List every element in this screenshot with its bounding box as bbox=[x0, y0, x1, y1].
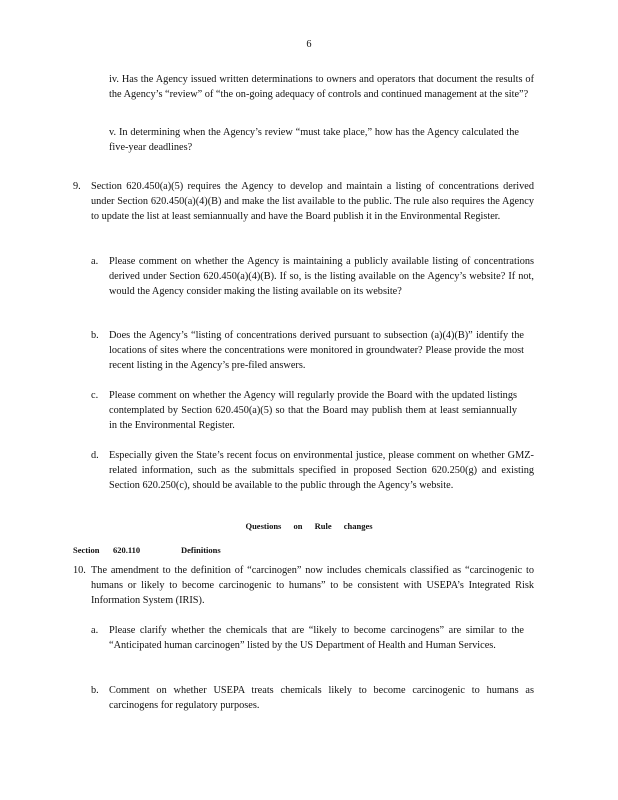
sub-item-text: Please clarify whether the chemicals that are “likely to become carcinogens” are similar to the “Anticipated human carcinogen” listed by the US Department of Health and Human Services. bbox=[109, 625, 524, 651]
question-text: Section 620.450(a)(5) requires the Agency to develop and maintain a listing of concentrations derived under Section 620.450(a)(4)(B) and make the list available to the public. The rule also requires the Agency to update the list at least semiannually and have the Board publish it in the Environmental Register. bbox=[91, 181, 534, 222]
sub-item-marker: a. bbox=[91, 625, 99, 636]
sub-item-text: Please comment on whether the Agency will regularly provide the Board with the updated listings contemplated by Section 620.450(a)(5) so that the Board may publish them at least semiannually in the Environmental Register. bbox=[109, 390, 517, 431]
sub-item-text: Please comment on whether the Agency is maintaining a publicly available listing of concentrations derived under Section 620.450(a)(4)(B). If so, is the listing available on the Agency’s website? If not, would the Agency consider making the listing available on its website? bbox=[109, 256, 534, 297]
question-number: 9. bbox=[73, 181, 81, 192]
section-label-title: Definitions bbox=[181, 545, 221, 555]
list-marker: iv. bbox=[109, 74, 119, 85]
question-number: 10. bbox=[73, 565, 86, 576]
section-label-word: Section bbox=[73, 545, 100, 555]
list-item-text bbox=[109, 125, 519, 155]
sub-item-marker: b. bbox=[91, 330, 99, 341]
list-text: In determining when the Agency’s review “must take place,” how has the Agency calculated the five-year deadlines? bbox=[109, 127, 519, 153]
list-marker: v. bbox=[109, 127, 117, 138]
section-label-number: 620.110 bbox=[113, 545, 141, 555]
sub-item-marker: a. bbox=[91, 256, 99, 267]
list-item-text bbox=[109, 72, 534, 102]
sub-item-text: Especially given the State’s recent focus on environmental justice, please comment on whether GMZ-related information, such as the submittals specified in proposed Section 620.250(g) and existing Section 620.250(c), should be available to the public through the Agency’s website. bbox=[109, 450, 534, 491]
question-text: The amendment to the definition of “carcinogen” now includes chemicals classified as “carcinogenic to humans or likely to become carcinogenic to humans” to be consistent with USEPA’s Integrated Risk Information System (IRIS). bbox=[91, 565, 534, 606]
page-number: 6 bbox=[306, 39, 312, 50]
sub-item-marker: b. bbox=[91, 685, 99, 696]
sub-item-text: Does the Agency’s “listing of concentrations derived pursuant to subsection (a)(4)(B)” identify the locations of sites where the concentrations were monitored in groundwater? Please provide the most recent listing in the Agency’s pre-filed answers. bbox=[109, 330, 524, 371]
questions-heading: Questions on Rule changes bbox=[245, 521, 373, 531]
sub-item-marker: d. bbox=[91, 450, 99, 461]
sub-item-marker: c. bbox=[91, 390, 99, 401]
sub-item-text: Comment on whether USEPA treats chemicals likely to become carcinogenic to humans as carcinogens for regulatory purposes. bbox=[109, 685, 534, 711]
list-text: Has the Agency issued written determinations to owners and operators that document the results of the Agency’s “review” of “the on-going adequacy of controls and continued management at the site”? bbox=[109, 74, 535, 100]
